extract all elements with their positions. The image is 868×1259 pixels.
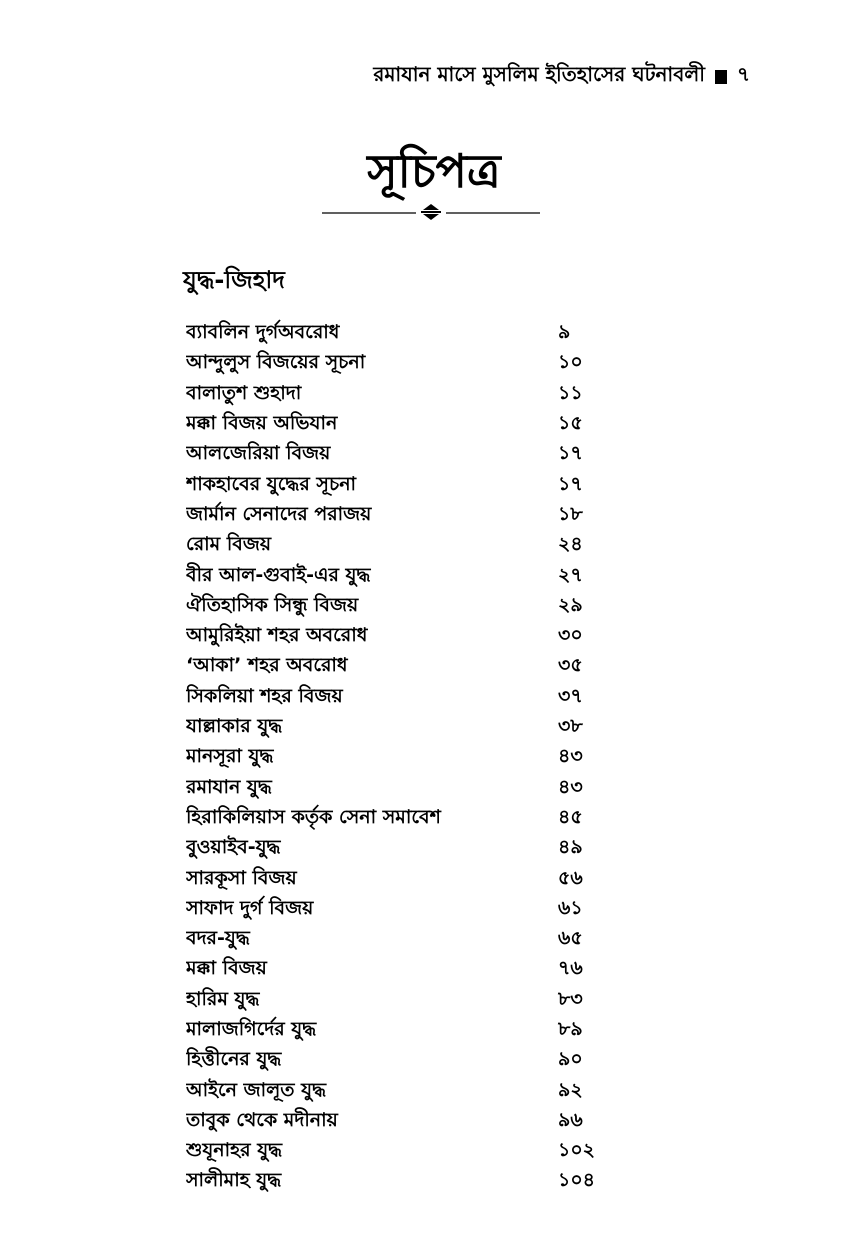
toc-entry-title: ঐতিহাসিক সিন্ধু বিজয় — [186, 593, 359, 616]
toc-entry-page: ৪৯ — [558, 836, 583, 859]
toc-entry-title: মালাজগির্দের যুদ্ধ — [186, 1017, 317, 1040]
toc-entry[interactable] — [186, 440, 606, 470]
toc-entry-page: ৩৭ — [558, 684, 583, 707]
toc-entry[interactable] — [186, 1046, 606, 1076]
toc-entry[interactable] — [186, 652, 606, 682]
toc-entry-page: ১০৪ — [558, 1169, 596, 1192]
toc-entry[interactable] — [186, 683, 606, 713]
toc-entry-title: ‘আকা’ শহর অবরোধ — [186, 654, 348, 677]
toc-entry[interactable] — [186, 410, 606, 440]
toc-entry-page: ৪৩ — [558, 775, 583, 798]
toc-entry-page: ১৫ — [558, 412, 583, 435]
toc-entry-page: ২৯ — [558, 593, 583, 616]
toc-entry[interactable] — [186, 895, 606, 925]
toc-entry-page: ১৮ — [558, 502, 583, 525]
running-header — [373, 60, 750, 93]
toc-entry-page: ৯২ — [558, 1078, 583, 1101]
toc-entry-title: ব্যাবলিন দুর্গঅবরোধ — [186, 321, 340, 344]
toc-list — [186, 319, 606, 1198]
toc-entry-title: বুওয়াইব-যুদ্ধ — [186, 836, 281, 859]
toc-entry[interactable] — [186, 743, 606, 773]
page-number: ৭ — [736, 62, 750, 86]
running-title: রমাযান মাসে মুসলিম ইতিহাসের ঘটনাবলী — [373, 62, 705, 86]
section-heading: যুদ্ধ-জিহাদ — [183, 266, 285, 294]
toc-entry[interactable] — [186, 380, 606, 410]
toc-entry-title: বদর-যুদ্ধ — [186, 927, 250, 950]
toc-entry-title: আন্দুলুস বিজয়ের সূচনা — [186, 351, 366, 374]
toc-entry-title: শুযূনাহর যুদ্ধ — [186, 1139, 283, 1162]
toc-entry-title: জার্মান সেনাদের পরাজয় — [186, 502, 372, 525]
toc-entry[interactable] — [186, 561, 606, 591]
toc-entry-page: ১০ — [558, 351, 583, 374]
toc-entry-page: ৩৮ — [558, 715, 583, 738]
toc-entry-page: ৫৬ — [558, 866, 583, 889]
toc-entry[interactable] — [186, 470, 606, 500]
toc-entry-page: ১০২ — [558, 1139, 596, 1162]
toc-entry-title: হিরাকিলিয়াস কর্তৃক সেনা সমাবেশ — [186, 805, 441, 828]
toc-entry[interactable] — [186, 592, 606, 622]
toc-entry[interactable] — [186, 1167, 606, 1197]
toc-entry[interactable] — [186, 1076, 606, 1106]
toc-entry-title: তাবুক থেকে মদীনায় — [186, 1108, 338, 1131]
title-divider-ornament — [322, 202, 540, 222]
toc-entry-page: ৮৩ — [558, 987, 583, 1010]
toc-entry[interactable] — [186, 501, 606, 531]
toc-entry-page: ৩৫ — [558, 654, 583, 677]
toc-entry[interactable] — [186, 713, 606, 743]
toc-entry-title: সালীমাহ যুদ্ধ — [186, 1169, 282, 1192]
toc-entry-page: ৯৬ — [558, 1108, 583, 1131]
square-bullet-icon — [715, 70, 727, 84]
toc-entry[interactable] — [186, 319, 606, 349]
toc-entry-title: রোম বিজয় — [186, 533, 272, 556]
toc-entry-page: ৪৩ — [558, 745, 583, 768]
toc-entry[interactable] — [186, 1107, 606, 1137]
toc-entry-page: ৯ — [558, 321, 571, 344]
toc-entry-title: সাফাদ দুর্গ বিজয় — [186, 896, 314, 919]
toc-entry-title: সিকলিয়া শহর বিজয় — [186, 684, 343, 707]
toc-entry-page: ৩০ — [558, 624, 583, 647]
toc-entry-title: আলজেরিয়া বিজয় — [186, 442, 331, 465]
toc-entry-title: আমুরিইয়া শহর অবরোধ — [186, 624, 368, 647]
toc-entry-page: ৮৯ — [558, 1017, 583, 1040]
toc-entry-title: হিত্তীনের যুদ্ধ — [186, 1048, 282, 1071]
toc-entry[interactable] — [186, 804, 606, 834]
toc-entry[interactable] — [186, 1137, 606, 1167]
toc-entry-title: আইনে জালূত যুদ্ধ — [186, 1078, 327, 1101]
toc-entry-title: রমাযান যুদ্ধ — [186, 775, 272, 798]
toc-entry-page: ১৭ — [558, 442, 583, 465]
toc-entry-page: ১৭ — [558, 472, 583, 495]
toc-entry-title: বালাতুশ শুহাদা — [186, 381, 302, 404]
toc-entry[interactable] — [186, 864, 606, 894]
toc-entry-title: যাল্লাকার যুদ্ধ — [186, 715, 283, 738]
toc-entry-page: ৯০ — [558, 1048, 583, 1071]
toc-entry[interactable] — [186, 834, 606, 864]
toc-entry-page: ৬৫ — [558, 927, 583, 950]
toc-entry-title: বীর আল-গুবাই-এর যুদ্ধ — [186, 563, 371, 586]
toc-entry[interactable] — [186, 986, 606, 1016]
toc-entry[interactable] — [186, 531, 606, 561]
toc-entry-title: সারকূসা বিজয় — [186, 866, 297, 889]
toc-entry-title: মানসূরা যুদ্ধ — [186, 745, 274, 768]
toc-entry-page: ৪৫ — [558, 805, 583, 828]
toc-entry[interactable] — [186, 925, 606, 955]
toc-entry-title: মক্কা বিজয় অভিযান — [186, 412, 338, 435]
toc-entry-page: ৬১ — [558, 896, 583, 919]
toc-entry-title: মক্কা বিজয় — [186, 957, 267, 980]
toc-entry[interactable] — [186, 773, 606, 803]
toc-entry-page: ২৪ — [558, 533, 583, 556]
toc-entry-title: হারিম যুদ্ধ — [186, 987, 260, 1010]
toc-entry-page: ১১ — [558, 381, 583, 404]
toc-entry[interactable] — [186, 622, 606, 652]
toc-entry[interactable] — [186, 349, 606, 379]
toc-entry[interactable] — [186, 955, 606, 985]
toc-entry[interactable] — [186, 1016, 606, 1046]
toc-entry-title: শাকহাবের যুদ্ধের সূচনা — [186, 472, 357, 495]
toc-entry-page: ২৭ — [558, 563, 583, 586]
page-title: সূচিপত্র — [367, 144, 501, 198]
toc-entry-page: ৭৬ — [558, 957, 583, 980]
